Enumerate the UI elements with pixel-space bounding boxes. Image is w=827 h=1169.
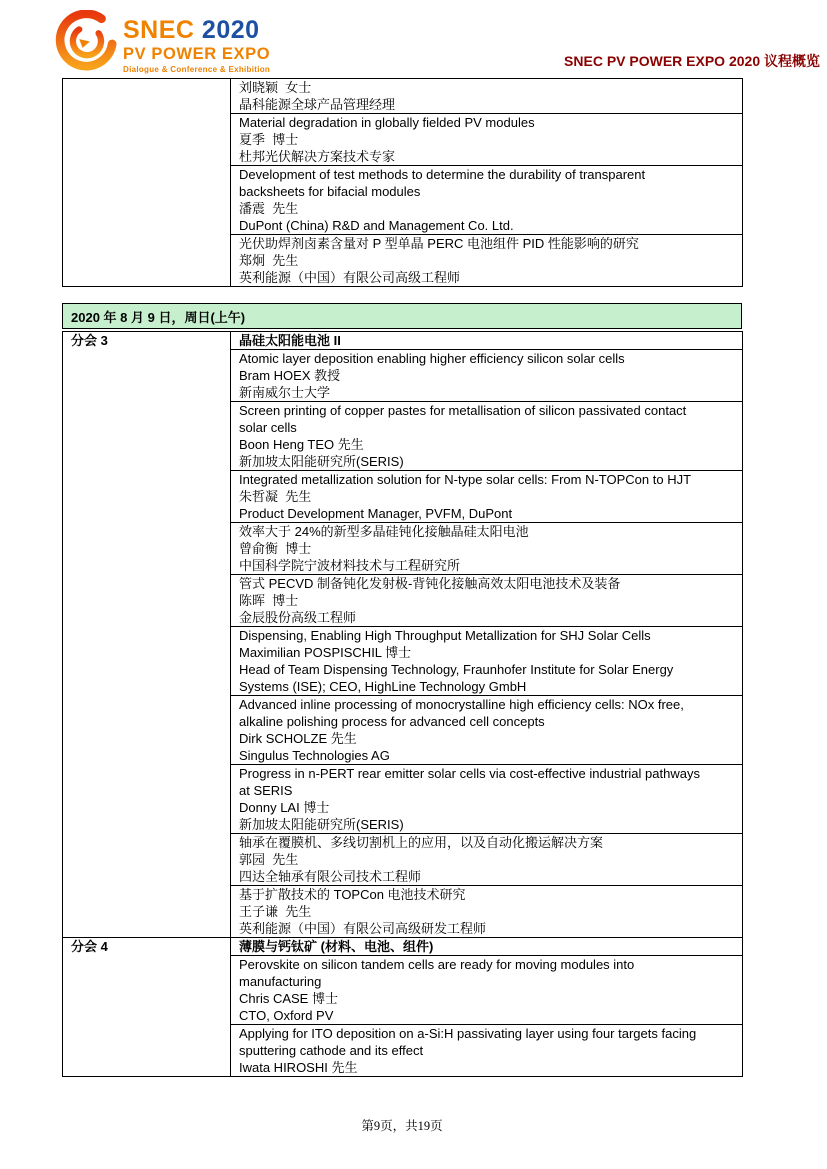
text-line: Product Development Manager, PVFM, DuPont — [239, 506, 513, 521]
text-line: 朱哲凝 先生 — [239, 489, 312, 504]
text-line: Dirk SCHOLZE 先生 — [239, 731, 357, 746]
text-line: Material degradation in globally fielded PV modules — [239, 115, 535, 130]
text-line: 新南威尔士大学 — [239, 385, 331, 400]
logo-year: 2020 — [201, 16, 260, 44]
text-line: Maximilian POSPISCHIL 博士 — [239, 645, 412, 660]
text-line: DuPont (China) R&D and Management Co. Ltd. — [239, 218, 514, 233]
text-line: Progress in n-PERT rear emitter solar cells via cost-effective industrial pathways — [239, 766, 700, 781]
logo-tagline: Dialogue & Conference & Exhibition — [123, 64, 271, 74]
text-line: Donny LAI 博士 — [239, 800, 330, 815]
continuation-table — [62, 78, 743, 287]
text-line: sputtering cathode and its effect — [239, 1043, 424, 1058]
logo-brand: SNEC — [123, 16, 195, 44]
session-header-row — [63, 938, 743, 956]
text-line: Systems (ISE); CEO, HighLine Technology GmbH — [239, 679, 527, 694]
snec-swirl-icon — [55, 10, 117, 74]
text-line: 英利能源（中国）有限公司高级工程师 — [239, 270, 461, 285]
talk-cell — [231, 834, 743, 886]
talk-cell — [231, 471, 743, 523]
text-line: 新加坡太阳能研究所(SERIS) — [239, 454, 404, 469]
talk-cell — [231, 886, 743, 938]
text-line: Iwata HIROSHI 先生 — [239, 1060, 358, 1075]
text-line: 金辰股份高级工程师 — [239, 610, 357, 625]
talk-row — [63, 79, 743, 114]
text-line: 轴承在覆膜机、多线切割机上的应用，以及自动化搬运解决方案 — [239, 835, 604, 850]
talk-cell — [231, 523, 743, 575]
talk-cell — [231, 575, 743, 627]
text-line: Screen printing of copper pastes for metallisation of silicon passivated contact — [239, 403, 687, 418]
date-banner: 2020 年 8 月 9 日，周日(上午) — [62, 303, 742, 329]
snec-logo — [55, 10, 270, 74]
text-line: solar cells — [239, 420, 297, 435]
text-line: 郭园 先生 — [239, 852, 299, 867]
text-line: 陈晖 博士 — [239, 593, 299, 608]
text-line: 效率大于 24%的新型多晶硅钝化接触晶硅太阳电池 — [239, 524, 529, 539]
text-line: Integrated metallization solution for N-type solar cells: From N-TOPCon to HJT — [239, 472, 692, 487]
text-line: 杜邦光伏解决方案技术专家 — [239, 149, 396, 164]
text-line: Perovskite on silicon tandem cells are ready for moving modules into — [239, 957, 635, 972]
talk-cell — [231, 627, 743, 696]
text-line: 英利能源（中国）有限公司高级研发工程师 — [239, 921, 487, 936]
snec-logo-text — [123, 10, 270, 74]
text-line: 夏季 博士 — [239, 132, 299, 147]
session-header-row — [63, 332, 743, 350]
text-line: 中国科学院宁波材料技术与工程研究所 — [239, 558, 461, 573]
text-line: alkaline polishing process for advanced cell concepts — [239, 714, 545, 729]
text-line: Head of Team Dispensing Technology, Fraunhofer Institute for Solar Energy — [239, 662, 674, 677]
talk-cell — [231, 956, 743, 1025]
sessions-table — [62, 331, 743, 1077]
text-line: 刘晓颖 女士 — [239, 80, 312, 95]
talk-cell — [231, 79, 743, 114]
text-line: 潘震 先生 — [239, 201, 299, 216]
talk-cell — [231, 166, 743, 235]
logo-subtitle: PV POWER EXPO — [123, 45, 271, 63]
text-line: Applying for ITO deposition on a-Si:H passivating layer using four targets facing — [239, 1026, 697, 1041]
text-line: backsheets for bifacial modules — [239, 184, 421, 199]
session-title-cell: 晶硅太阳能电池 II — [231, 332, 743, 350]
text-line: Development of test methods to determine the durability of transparent — [239, 167, 646, 182]
text-line: 郑炯 先生 — [239, 253, 299, 268]
text-line: Boon Heng TEO 先生 — [239, 437, 364, 452]
empty-session-label-cell — [63, 79, 231, 287]
logo-title — [123, 18, 270, 43]
document-title: SNEC PV POWER EXPO 2020 议程概览 — [564, 53, 820, 69]
text-line: 曾俞衡 博士 — [239, 541, 312, 556]
text-line: manufacturing — [239, 974, 322, 989]
text-line: CTO, Oxford PV — [239, 1008, 334, 1023]
text-line: Singulus Technologies AG — [239, 748, 390, 763]
text-line: Advanced inline processing of monocrystalline high efficiency cells: NOx free, — [239, 697, 684, 712]
talk-cell — [231, 114, 743, 166]
text-line: Dispensing, Enabling High Throughput Metallization for SHJ Solar Cells — [239, 628, 651, 643]
text-line: 基于扩散技术的 TOPCon 电池技术研究 — [239, 887, 466, 902]
text-line: 光伏助焊剂卤素含量对 P 型单晶 PERC 电池组件 PID 性能影响的研究 — [239, 236, 639, 251]
text-line: 王子谦 先生 — [239, 904, 312, 919]
text-line: Bram HOEX 教授 — [239, 368, 341, 383]
talk-cell — [231, 235, 743, 287]
session-label-cell: 分会 3 — [63, 332, 231, 938]
talk-cell — [231, 696, 743, 765]
text-line: 晶科能源全球产品管理经理 — [239, 97, 396, 112]
talk-cell — [231, 765, 743, 834]
page-number: 第9页，共19页 — [361, 1119, 443, 1133]
text-line: 新加坡太阳能研究所(SERIS) — [239, 817, 404, 832]
text-line: 四达全轴承有限公司技术工程师 — [239, 869, 422, 884]
text-line: Chris CASE 博士 — [239, 991, 338, 1006]
talk-cell — [231, 350, 743, 402]
session-label-cell: 分会 4 — [63, 938, 231, 1077]
talk-cell — [231, 402, 743, 471]
text-line: at SERIS — [239, 783, 293, 798]
session-title-cell: 薄膜与钙钛矿 (材料、电池、组件) — [231, 938, 743, 956]
text-line: Atomic layer deposition enabling higher efficiency silicon solar cells — [239, 351, 625, 366]
text-line: 管式 PECVD 制备钝化发射极-背钝化接触高效太阳电池技术及装备 — [239, 576, 621, 591]
talk-cell — [231, 1025, 743, 1077]
